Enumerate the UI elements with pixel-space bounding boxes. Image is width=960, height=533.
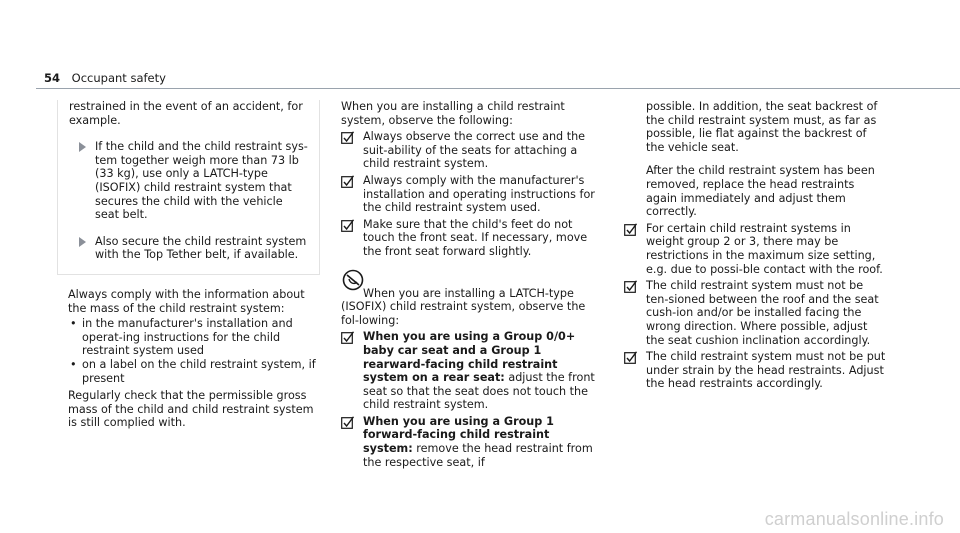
arrow-right-icon [79,237,86,247]
header-divider [36,88,960,89]
bullet-dot: • [70,317,77,331]
check-item: For certain child restraint systems in weight group 2 or 3, there may be restrictions in the maximum size setting, e.g. due to possi-ble contact with the roof. [624,222,886,276]
column-3 [624,100,886,391]
checkbox-check-icon [624,351,637,364]
warning-box [57,100,320,275]
checkbox-check-icon [341,131,354,144]
after-removal-paragraph: After the child restraint system has been removed, replace the head restraints again immediately and adjust them correctly. [646,164,875,219]
check-item: When you are using a Group 0/0+ baby car seat and a Group 1 rearward-facing child restraint system on a rear seat: adjust the front seat so that the seat does not touch the child restraint system. [341,330,599,412]
arrow-item: Also secure the child restraint system with the Top Tether belt, if available. [69,235,309,262]
mass-info-paragraph: Always comply with the information about the mass of the child restraint system: [68,287,305,315]
check-item: Make sure that the child's feet do not touch the front seat. If necessary, move the front seat forward slightly. [341,218,599,259]
bullet-list [68,317,320,385]
list-item: • in the manufacturer's installation and operat-ing instructions for the child restraint system used [70,317,293,358]
page-number: 54 [44,71,61,85]
check-item-heading: When you are using a Group 1 forward-facing child restraint system: [363,414,554,456]
checkbox-check-icon [341,219,354,232]
column-1 [68,100,320,430]
check-item: When you are using a Group 1 forward-facing child restraint system: remove the head restraint from the respective seat, if [341,415,599,469]
checkbox-check-icon [341,175,354,188]
checkbox-check-icon [624,280,637,293]
checkbox-check-icon [624,223,637,236]
watermark: carmanualsonline.info [764,509,944,530]
check-item: Always observe the correct use and the suit-ability of the seats for attaching a child restraint system. [341,130,599,171]
check-item-heading: When you are using a Group 0/0+ baby car seat and a Group 1 rearward-facing child restraint system on a rear seat: [363,330,576,385]
bullet-dot: • [70,357,77,371]
installing-intro: When you are installing a child restraint system, observe the following: [341,100,565,127]
page-header [44,72,166,86]
check-item: The child restraint system must not be ten-sioned between the roof and the seat cush-ion and/or be installed facing the wrong direction. Where possible, adjust the seat cushion inclination accordingly. [624,279,886,347]
check-mass-paragraph: Regularly check that the permissible gross mass of the child and child restraint system is still complied with. [68,389,314,430]
backrest-paragraph: possible. In addition, the seat backrest of the child restraint system must, as far as possible, lie flat against the backrest of the vehicle seat. [646,100,878,154]
column-2 [341,100,599,469]
checkbox-check-icon [341,331,354,344]
environmental-note [341,269,599,328]
checkbox-check-icon [341,416,354,429]
section-title: Occupant safety [71,71,166,85]
arrow-right-icon [79,142,86,152]
environmental-note-text: When you are installing a LATCH-type (ISOFIX) child restraint system, observe the fol-lowing: [341,286,586,327]
check-item: Always comply with the manufacturer's installation and operating instructions for the child restraint system used. [341,174,599,215]
list-item: • on a label on the child restraint system, if present [70,357,316,385]
box-intro: restrained in the event of an accident, for example. [69,100,303,127]
check-item: The child restraint system must not be put under strain by the head restraints. Adjust the head restraints accordingly. [624,350,886,391]
arrow-item: If the child and the child restraint sys-tem together weigh more than 73 lb (33 kg), use only a LATCH-type (ISOFIX) child restraint system that secures the child with the vehicle seat belt. [69,140,309,222]
